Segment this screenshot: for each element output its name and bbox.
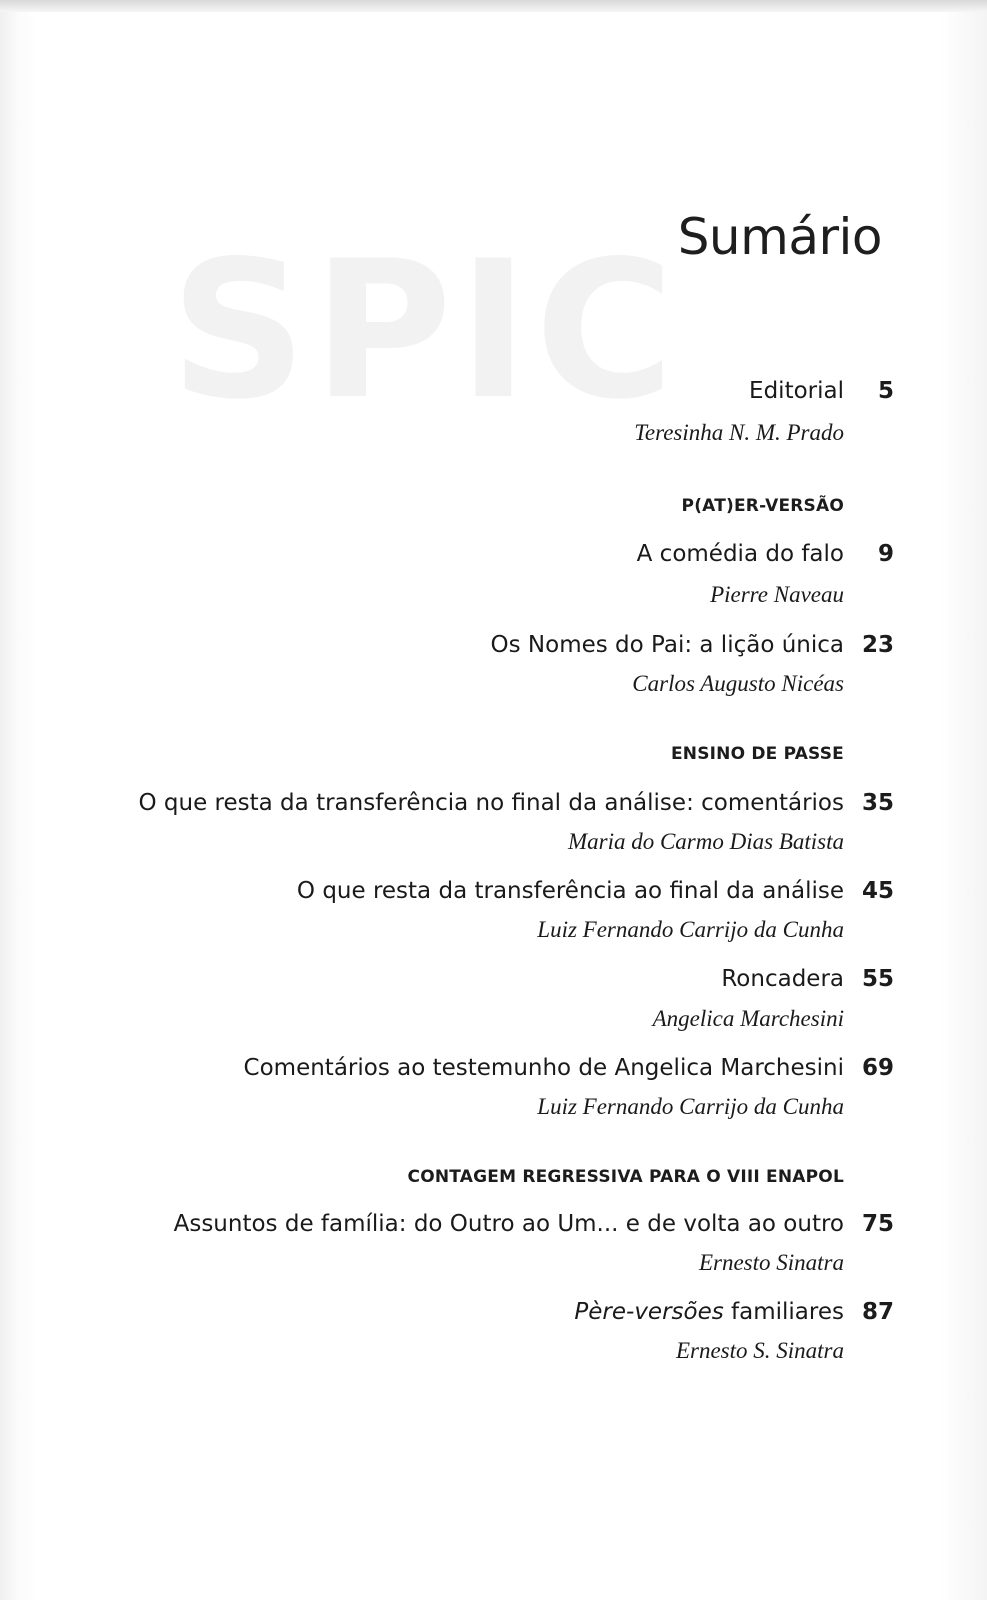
toc-entry-page: 75 bbox=[861, 1211, 894, 1237]
toc-entry-title-rest: familiares bbox=[723, 1299, 844, 1325]
toc-entry-page: 23 bbox=[861, 632, 894, 658]
toc-entry-author: Maria do Carmo Dias Batista bbox=[567, 829, 844, 854]
toc-entry-author: Pierre Naveau bbox=[710, 582, 844, 607]
toc-entry-title bbox=[574, 1299, 844, 1325]
toc-entry-title: Editorial bbox=[749, 378, 844, 404]
toc-entry-title: O que resta da transferência no final da análise: comentários bbox=[138, 790, 844, 816]
toc-section-heading: CONTAGEM REGRESSIVA PARA O VIII ENAPOL bbox=[407, 1167, 844, 1187]
toc-entry-title: Roncadera bbox=[721, 966, 844, 992]
toc-entry-author: Teresinha N. M. Prado bbox=[634, 420, 844, 445]
toc-entry-page: 35 bbox=[861, 790, 894, 816]
toc-entry-page: 69 bbox=[861, 1055, 894, 1081]
toc-entry-page: 5 bbox=[877, 378, 894, 404]
toc-entry-page: 9 bbox=[877, 541, 894, 567]
toc-entry-page: 87 bbox=[861, 1299, 894, 1325]
toc-entry-title: Os Nomes do Pai: a lição única bbox=[490, 632, 844, 658]
toc-entry-title: Comentários ao testemunho de Angelica Marchesini bbox=[243, 1055, 844, 1081]
toc-entry-author: Luiz Fernando Carrijo da Cunha bbox=[537, 917, 844, 942]
toc-section-heading: ENSINO DE PASSE bbox=[670, 744, 844, 764]
toc-entry-author: Luiz Fernando Carrijo da Cunha bbox=[537, 1094, 844, 1119]
toc-section-heading: P(AT)ER-VERSÃO bbox=[681, 496, 844, 516]
page-title: Sumário bbox=[677, 208, 882, 266]
toc-entry-title: O que resta da transferência ao final da análise bbox=[296, 878, 844, 904]
toc-entry-author: Carlos Augusto Nicéas bbox=[632, 671, 844, 696]
toc-entry-author: Ernesto S. Sinatra bbox=[675, 1338, 844, 1363]
toc-entry-author: Ernesto Sinatra bbox=[698, 1250, 844, 1275]
toc-entry-page: 45 bbox=[861, 878, 894, 904]
toc-entry-author: Angelica Marchesini bbox=[652, 1006, 844, 1031]
toc-entry-page: 55 bbox=[861, 966, 894, 992]
toc-entry-title: Assuntos de família: do Outro ao Um... e de volta ao outro bbox=[173, 1211, 844, 1237]
show-through-watermark: SPIC bbox=[170, 220, 681, 441]
toc-entry-title-italic: Père-versões bbox=[574, 1299, 724, 1325]
toc-entry-title: A comédia do falo bbox=[636, 541, 844, 567]
